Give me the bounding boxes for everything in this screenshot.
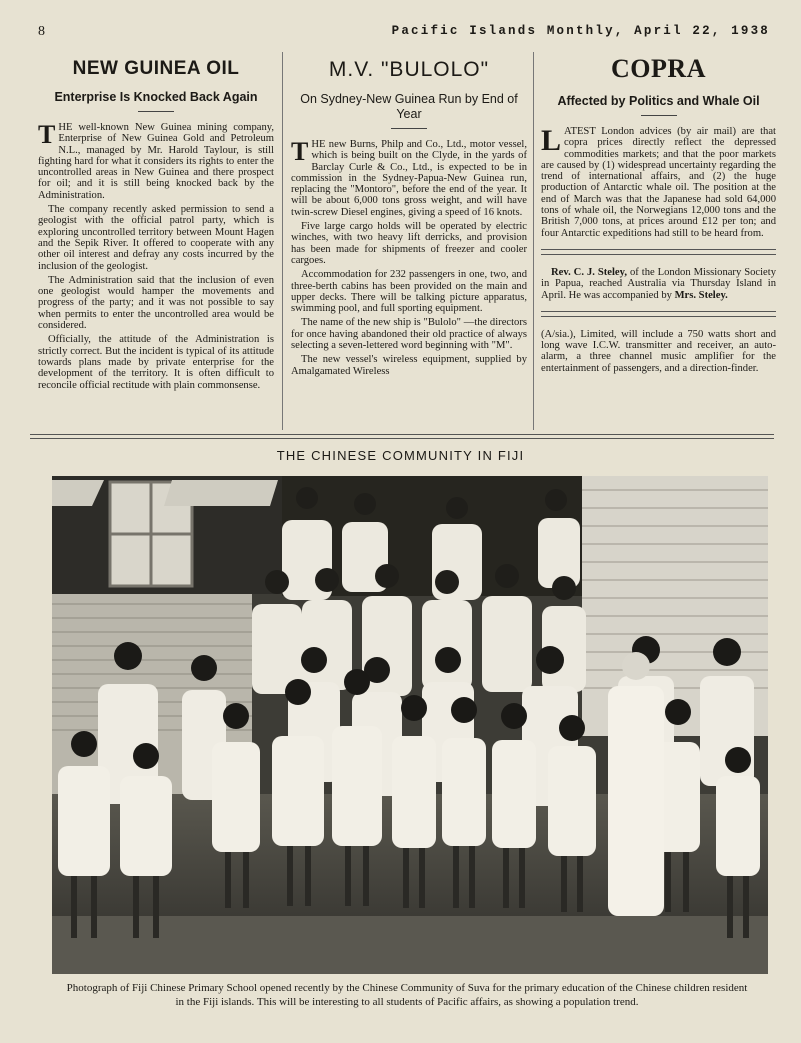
continued-text: (A/sia.), Limited, will include a 750 watts short and long wave I.C.W. transmitter and receiver, an auto-alarm, a three channel music amplifier for the entertainment of passengers, and a direction-finder.: [541, 328, 776, 374]
article-subhead: On Sydney-New Guinea Run by End of Year: [300, 92, 518, 121]
page-header: [38, 24, 770, 42]
drop-cap: L: [541, 124, 562, 157]
article-headline: NEW GUINEA OIL: [72, 58, 240, 79]
article-paragraph: The new vessel's wireless equipment, supplied by Amalgamated Wireless: [291, 354, 527, 377]
article-copra: [541, 52, 776, 377]
photo-title: THE CHINESE COMMUNITY IN FIJI: [276, 448, 525, 463]
article-paragraph: The company recently asked permission to send a geologist with the official patrol party, which is exploring uncontrolled territory between Mount Hagen and the Sepik River. It offered to cooperate with any other oil interest and defray any costs incurred by the inclusion of the geologist.: [38, 204, 274, 272]
divider: [391, 128, 427, 129]
article-headline: M.V. "BULOLO": [328, 58, 490, 81]
drop-cap: T: [38, 120, 56, 149]
page-number: 8: [38, 24, 45, 39]
article-mv-bulolo: [291, 52, 527, 380]
divider: [641, 115, 677, 116]
article-paragraph: The name of the new ship is "Bulolo" —the directors for once having abandoned their old practice of always selecting a seven-lettered word beginning with "M".: [291, 317, 527, 352]
personal-note: Rev. C. J. Steley, of the London Missionary Society in Papua, reached Australia via Thursday Island in April. He was accompanied by Mrs. Steley.: [541, 266, 777, 301]
article-paragraph: Officially, the attitude of the Administration is strictly correct. But the incident is typical of its attitude towards plans made by private enterprise for the development of the territory. It is often difficult to reconcile official rectitude with plain commonsense.: [38, 334, 274, 391]
divider: [541, 249, 776, 255]
section-rule: [30, 434, 774, 439]
article-subhead: Affected by Politics and Whale Oil: [557, 94, 760, 108]
column-divider: [533, 52, 534, 430]
article-paragraph: THE new Burns, Philp and Co., Ltd., motor vessel, which is being built on the Clyde, in the yards of Barclay Curle & Co., Ltd., is expected to be in commission in the Sydney-Papua-New Guinea run, replacing the "Montoro", before the end of the year. It will be about 6,000 tons gross weight, and will have twin-screw Diesel engines, giving a speed of 16 knots.: [291, 137, 527, 218]
article-paragraph: THE well-known New Guinea mining company, Enterprise of New Guinea Gold and Petroleum N.L., managed by Mr. Harold Taylour, is still fighting hard for what it considers its rights to enter the uncontrolled areas in New Guinea and there prospect for oil; and it is still being knocked back by the Administration.: [38, 120, 274, 201]
article-paragraph: Accommodation for 232 passengers in one, two, and three-berth cabins has been provided on the main and upper decks. There will be talking picture apparatus, swimming pool, and full sporting equipment.: [291, 269, 527, 315]
article-subhead: Enterprise Is Knocked Back Again: [54, 90, 258, 104]
divider: [541, 311, 776, 317]
article-paragraph: LATEST London advices (by air mail) are that copra prices directly reflect the depressed commodities markets; and that the poor markets are caused by (1) widespread uncertainty regarding the trend of international affairs, and (2) the huge production of Antarctic whale oil. The position at the end of March was that the Japanese had sold 64,000 tons of whale oil, the Norwegians 12,000 tons and the British 7,000 tons, at prices around £12 per ton; and four Antarctic expeditions had still to be heard from.: [541, 124, 776, 239]
divider: [138, 111, 174, 112]
drop-cap: T: [291, 137, 309, 166]
article-headline: COPRA: [611, 54, 706, 83]
running-title: Pacific Islands Monthly, April 22, 1938: [391, 24, 770, 38]
photo-caption: Photograph of Fiji Chinese Primary School opened recently by the Chinese Community of Suva for the primary education of the Chinese children resident in the Fiji islands. This will be interesting to all students of Pacific affairs, as showing a population trend.: [66, 982, 748, 1008]
article-new-guinea-oil: [38, 52, 274, 394]
article-paragraph: Five large cargo holds will be operated by electric winches, with two heavy lift derricks, and provision has been made for shipments of freezer and cooler cargoes.: [291, 221, 527, 266]
group-photograph: [52, 476, 768, 974]
article-paragraph: The Administration said that the inclusion of even one geologist would hamper the movements and progress of the party; and it was not possible to say when permits to enter the uncontrolled area would be considered.: [38, 274, 274, 332]
column-divider: [282, 52, 283, 430]
